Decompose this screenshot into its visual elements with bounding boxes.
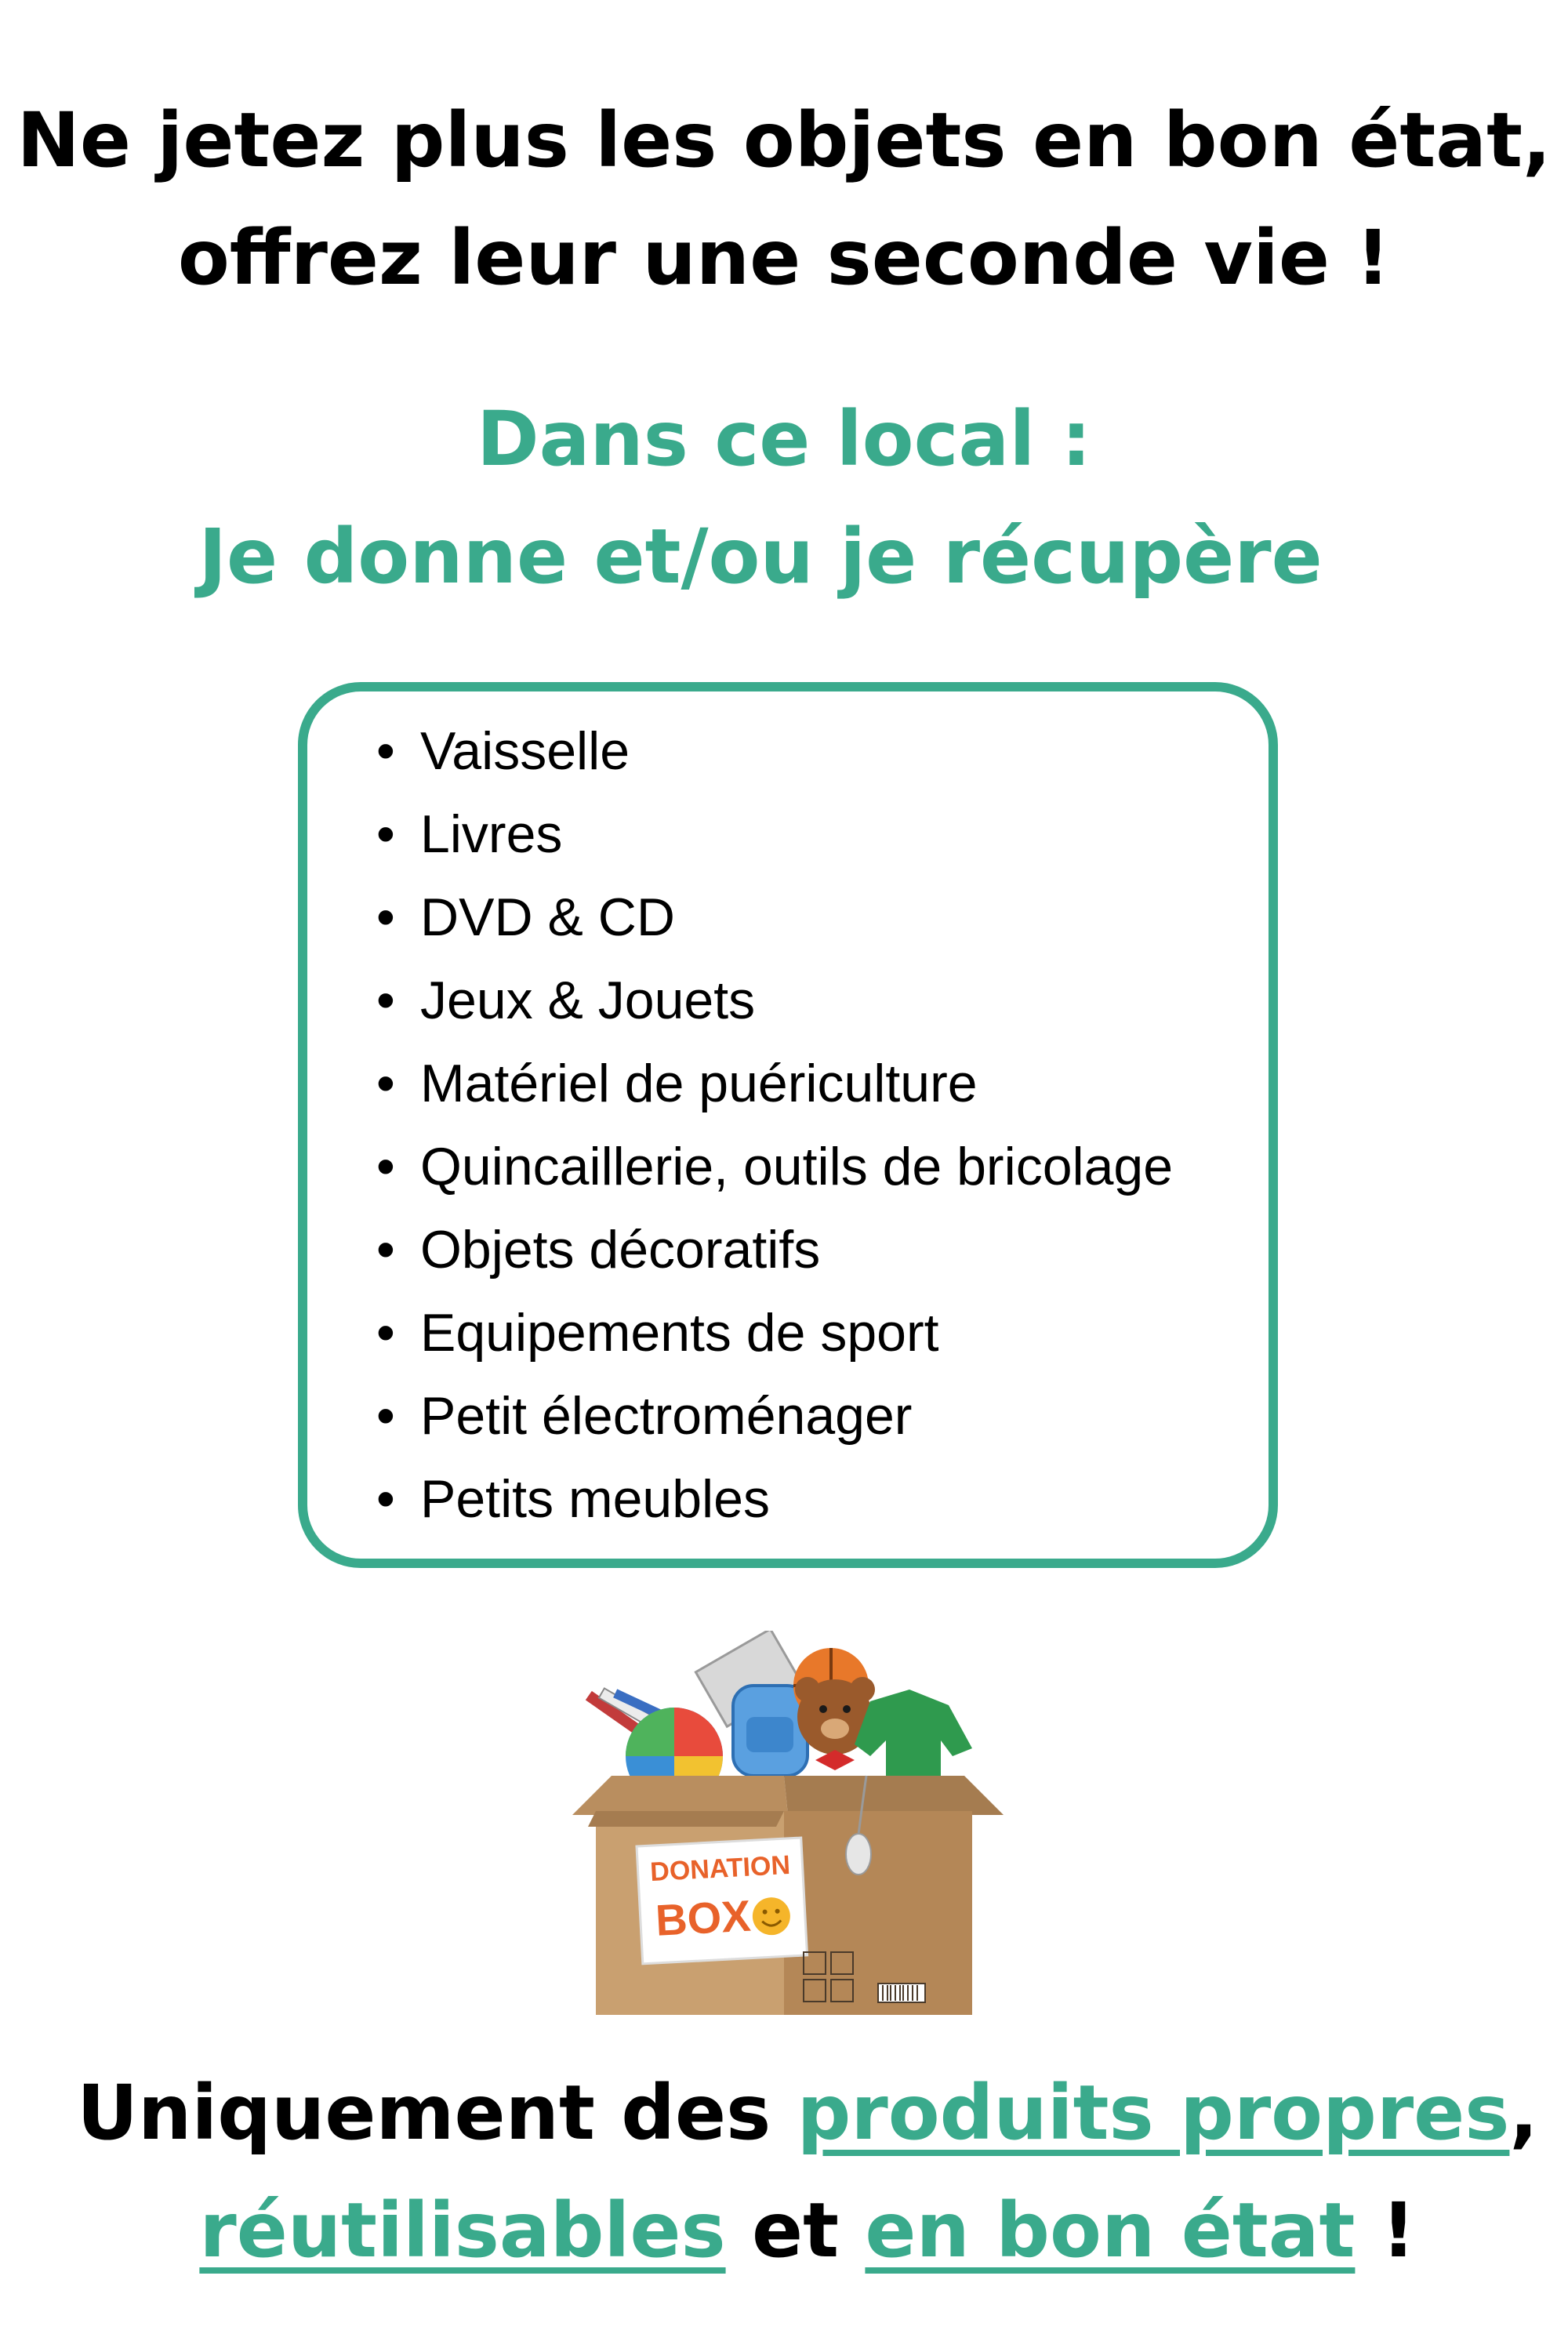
list-item: • Petit électroménager xyxy=(376,1374,1173,1457)
highlight-reusable: réutilisables xyxy=(199,2187,726,2274)
donation-box-icon xyxy=(564,1631,1011,2023)
bullet-icon: • xyxy=(376,1386,395,1446)
mouse-icon xyxy=(846,1834,871,1875)
footer-line-2: réutilisables et en bon état ! xyxy=(199,2187,1416,2274)
label-bottom-text: BOX xyxy=(654,1890,753,1945)
list-item: • Jeux & Jouets xyxy=(376,959,1173,1042)
bullet-icon: • xyxy=(376,1137,395,1196)
subheading-line-2: Je donne et/ou je récupère xyxy=(198,513,1323,601)
bullet-icon: • xyxy=(376,971,395,1030)
list-item: • Matériel de puériculture xyxy=(376,1042,1173,1125)
footer-line-1: Uniquement des produits propres, xyxy=(77,2069,1538,2157)
bullet-icon: • xyxy=(376,721,395,781)
headline-line-1: Ne jetez plus les objets en bon état, xyxy=(16,96,1552,184)
items-list xyxy=(376,710,1173,1541)
bullet-icon: • xyxy=(376,1303,395,1363)
list-item: • DVD & CD xyxy=(376,876,1173,959)
bullet-icon: • xyxy=(376,1054,395,1113)
list-item: • Vaisselle xyxy=(376,710,1173,793)
highlight-clean-products: produits propres xyxy=(797,2069,1510,2157)
list-item: • Equipements de sport xyxy=(376,1291,1173,1374)
highlight-good-condition: en bon état xyxy=(865,2187,1356,2274)
bullet-icon: • xyxy=(376,1220,395,1279)
subheading-line-1: Dans ce local : xyxy=(476,395,1092,483)
label-top-text: DONATION xyxy=(649,1849,791,1888)
list-item: • Petits meubles xyxy=(376,1457,1173,1541)
list-item: • Quincaillerie, outils de bricolage xyxy=(376,1125,1173,1208)
headline-line-2: offrez leur une seconde vie ! xyxy=(177,214,1391,302)
list-item: • Livres xyxy=(376,793,1173,876)
bullet-icon: • xyxy=(376,804,395,864)
bullet-icon: • xyxy=(376,887,395,947)
bullet-icon: • xyxy=(376,1469,395,1529)
list-item: • Objets décoratifs xyxy=(376,1208,1173,1291)
donation-box-illustration xyxy=(564,1631,1011,2023)
